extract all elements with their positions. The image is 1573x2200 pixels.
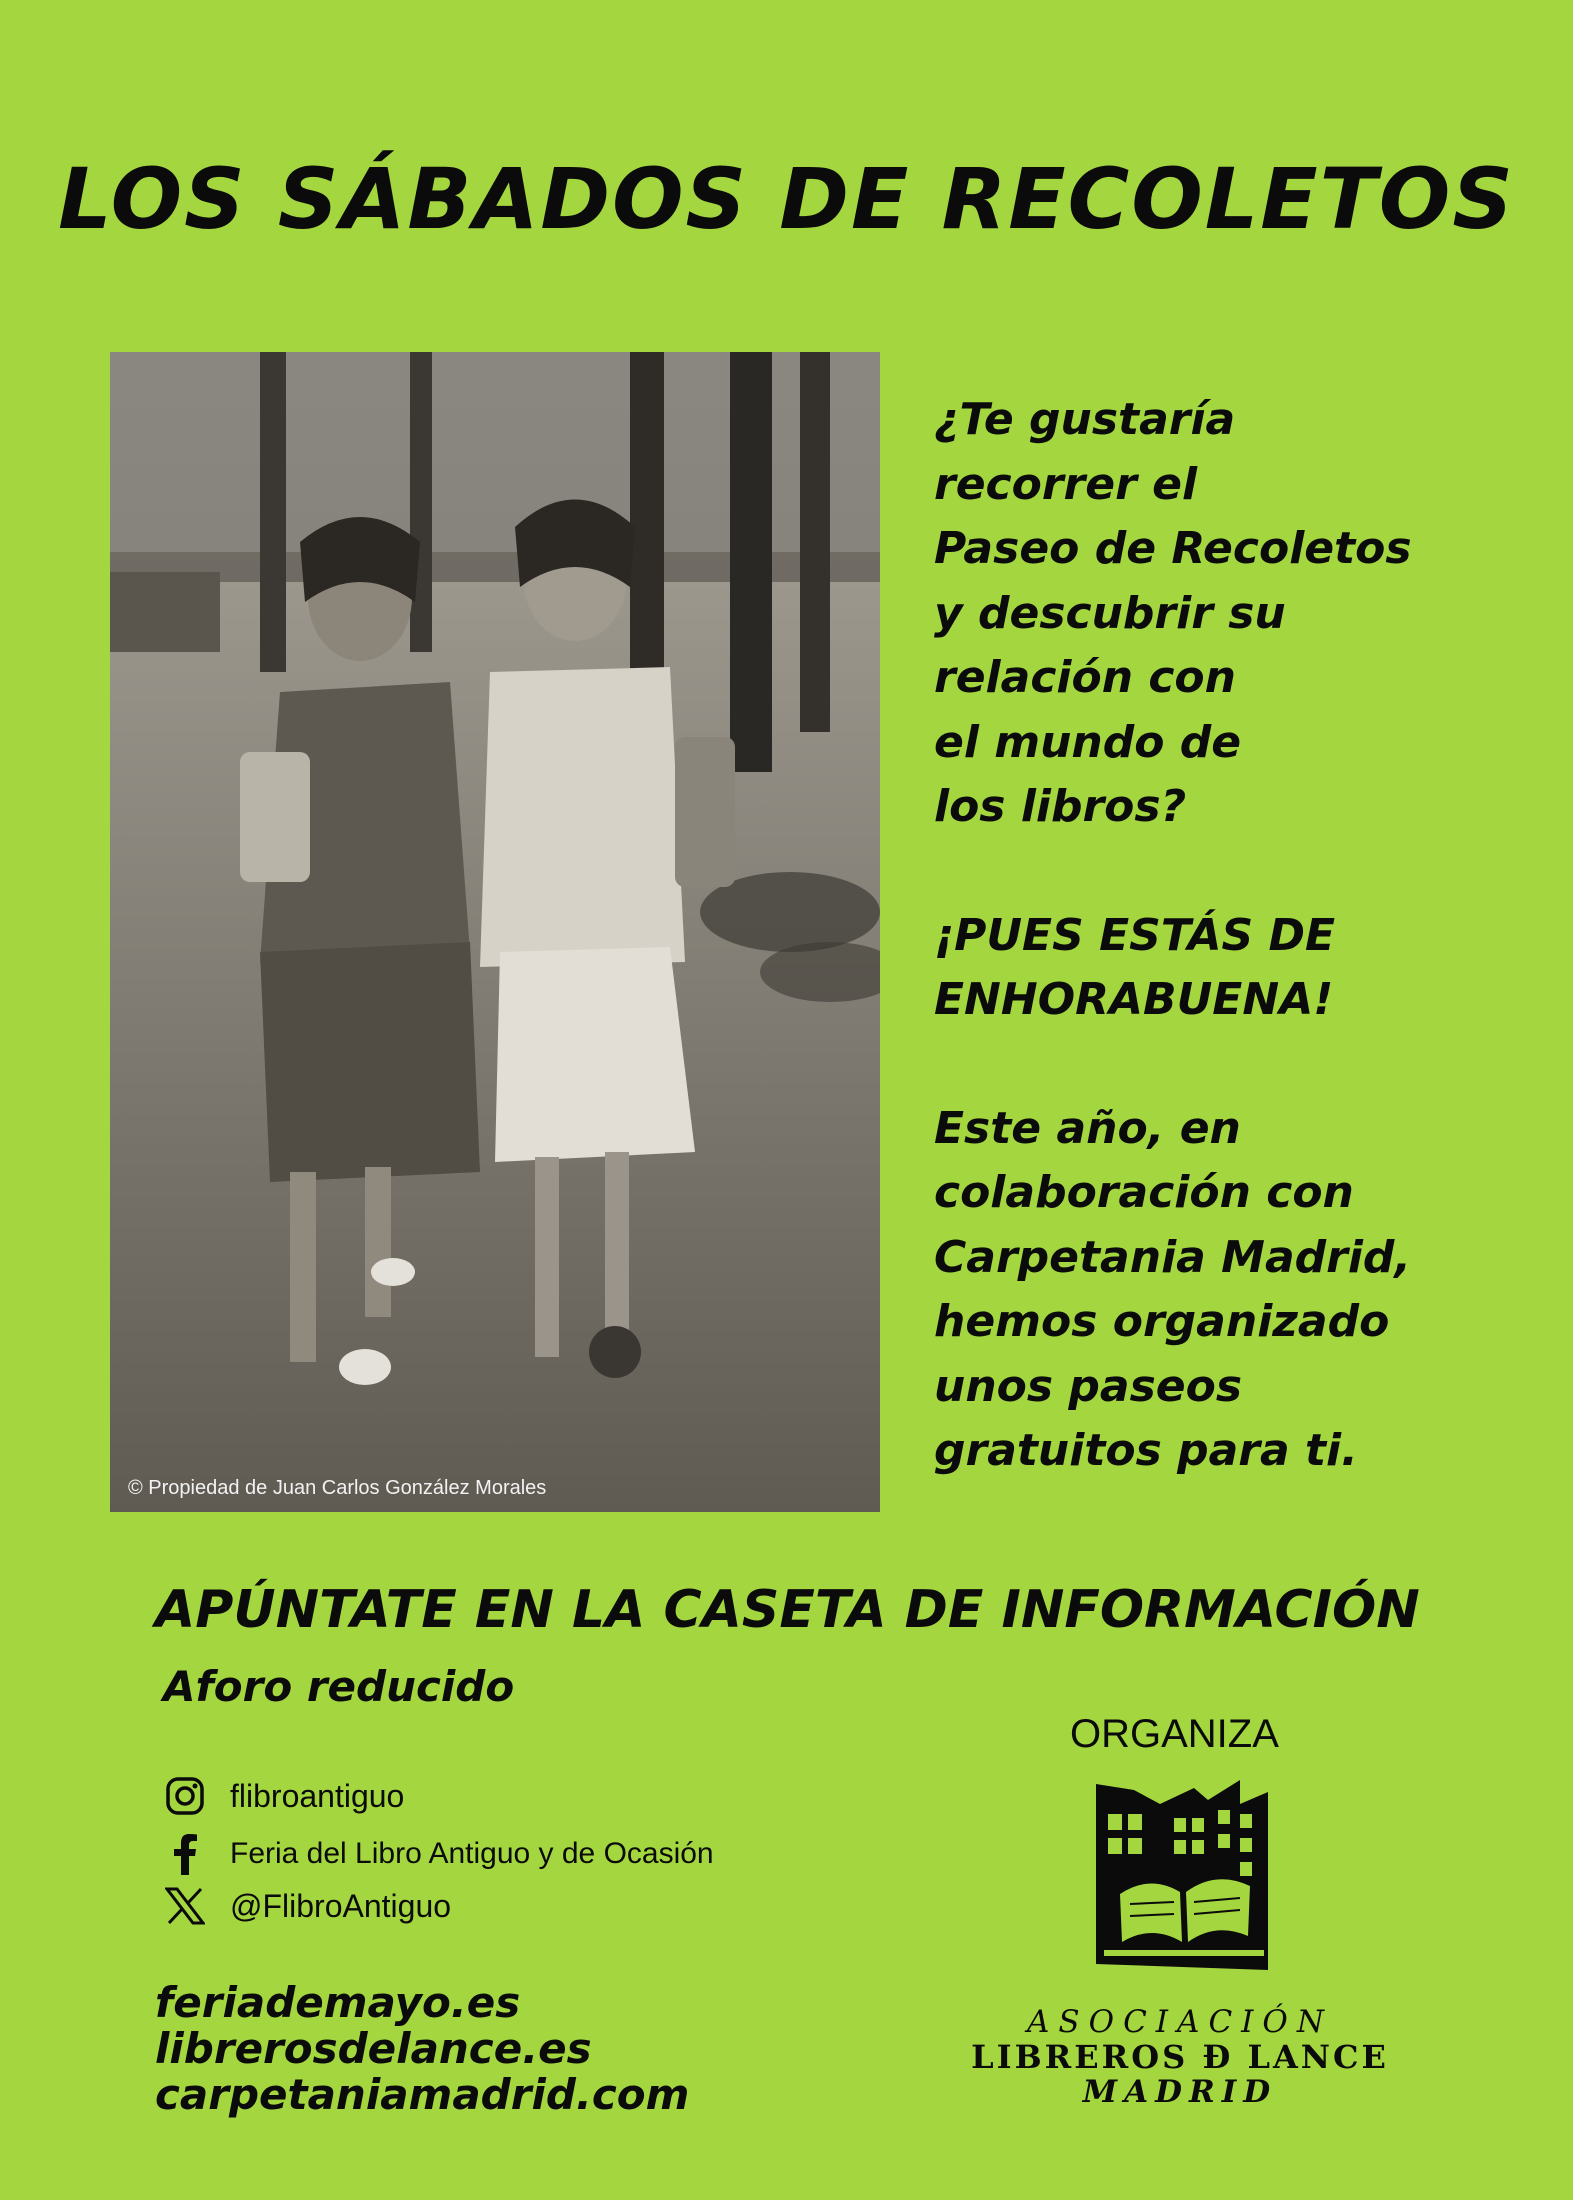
- facebook-icon: [160, 1830, 210, 1878]
- social-instagram[interactable]: [160, 1772, 404, 1820]
- photo-credit: © Propiedad de Juan Carlos González Morales: [128, 1477, 547, 1499]
- exclamation-line: ¡PUES ESTÁS DE: [934, 909, 1336, 961]
- x-icon: [160, 1882, 210, 1930]
- instagram-icon: [160, 1772, 210, 1820]
- intro-line: relación con: [934, 652, 1236, 703]
- capacity-note: Aforo reducido: [163, 1662, 515, 1711]
- body-line: gratuitos para ti.: [934, 1425, 1358, 1476]
- intro-line: ¿Te gustaría: [934, 394, 1236, 445]
- social-facebook[interactable]: [160, 1830, 714, 1878]
- website-link[interactable]: feriademayo.es: [155, 1978, 521, 2027]
- website-link[interactable]: carpetaniamadrid.com: [155, 2070, 690, 2119]
- intro-line: recorrer el: [934, 458, 1198, 510]
- body-line: unos paseos: [934, 1360, 1243, 1412]
- organizer-name-line2: LIBREROS Ð LANCE: [971, 2038, 1389, 2076]
- organizer-name-line1: ASOCIACIÓN: [1027, 2004, 1333, 2040]
- website-list: [155, 1980, 689, 2118]
- organizer-name: [920, 2004, 1440, 2110]
- intro-line: los libros?: [934, 781, 1187, 832]
- facebook-page: Feria del Libro Antiguo y de Ocasión: [230, 1837, 714, 1870]
- instagram-handle: flibroantiguo: [230, 1777, 405, 1814]
- body-line: hemos organizado: [934, 1296, 1390, 1347]
- intro-text: [934, 388, 1534, 1484]
- website-link[interactable]: librerosdelance.es: [155, 2024, 592, 2073]
- organizer-logo: [1090, 1774, 1274, 1974]
- social-x[interactable]: [160, 1882, 451, 1930]
- body-line: colaboración con: [934, 1167, 1354, 1218]
- intro-line: el mundo de: [934, 716, 1242, 768]
- photo-illustration: [110, 352, 880, 1512]
- exclamation-line: ENHORABUENA!: [934, 974, 1334, 1025]
- body-line: Este año, en: [934, 1102, 1241, 1154]
- body-line: Carpetania Madrid,: [934, 1231, 1412, 1283]
- intro-line: Paseo de Recoletos: [934, 523, 1412, 574]
- organizer-label: ORGANIZA: [1070, 1712, 1279, 1756]
- vintage-photo: [110, 352, 880, 1512]
- signup-heading: APÚNTATE EN LA CASETA DE INFORMACIÓN: [155, 1580, 1420, 1640]
- organizer-name-line3: MADRID: [1082, 2074, 1278, 2110]
- x-handle: @FlibroAntiguo: [230, 1887, 452, 1924]
- intro-line: y descubrir su: [934, 587, 1286, 639]
- poster-title: LOS SÁBADOS DE RECOLETOS: [58, 150, 1515, 248]
